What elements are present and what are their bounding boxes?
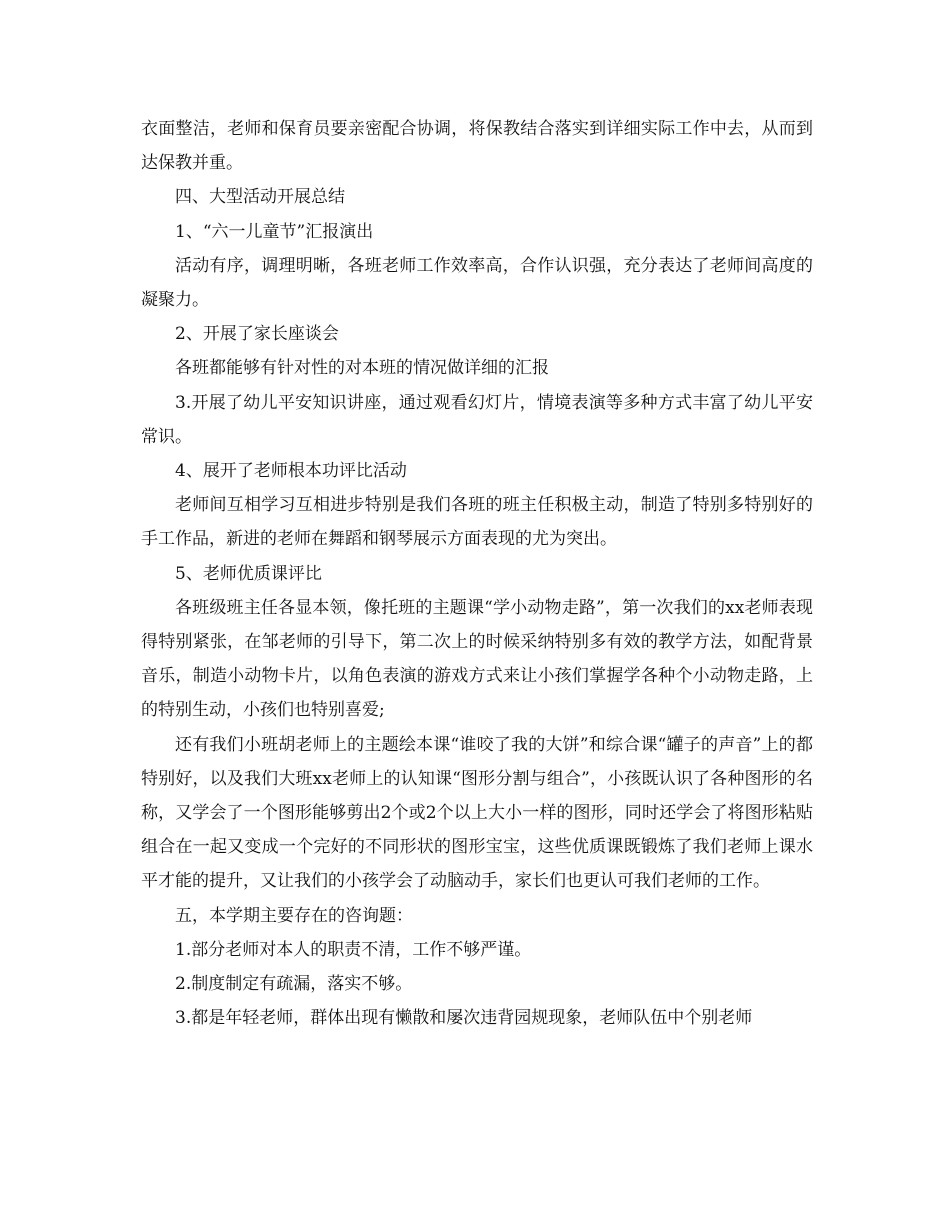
paragraph-continuation: 衣面整洁，老师和保育员要亲密配合协调，将保教结合落实到详细实际工作中去，从而到达保教并重。 <box>141 119 813 174</box>
paragraph-quality-lessons-2: 还有我们小班胡老师上的主题绘本课“谁咬了我的大饼”和综合课“罐子的声音”上的都特别好，以及我们大班xx老师上的认知课“图形分割与组合”，小孩既认识了各种图形的名称，又学会了一个图形能够剪出2个或2个以上大小一样的图形，同时还学会了将图形粘贴组合在一起又变成一个完好的不同形状的图形宝宝，这些优质课既锻炼了我们老师上课水平才能的提升，又让我们的小孩学会了动脑动手，家长们也更认可我们老师的工作。 <box>141 734 813 892</box>
list-item-problem-3: 3.都是年轻老师，群体出现有懒散和屡次违背园规现象，老师队伍中个别老师 <box>175 1008 753 1029</box>
paragraph-quality-lessons-1: 各班级班主任各显本领，像托班的主题课“学小动物走路”，第一次我们的xx老师表现得特别紧张，在邹老师的引导下，第二次上的时候采纳特别多有效的教学方法，如配背景音乐，制造小动物卡片，以角色表演的游戏方式来让小孩们掌握学各种个小动物走路，上的特别生动，小孩们也特别喜爱; <box>141 597 813 721</box>
section-heading-problems: 五，本学期主要存在的咨询题： <box>175 905 413 926</box>
paragraph-skills-contest: 老师间互相学习互相进步特别是我们各班的班主任积极主动，制造了特别多特别好的手工作品，新进的老师在舞蹈和钢琴展示方面表现的尤为突出。 <box>141 495 813 550</box>
section-heading-activities: 四、大型活动开展总结 <box>175 187 345 208</box>
document-body <box>141 112 813 1035</box>
list-item-problem-2: 2.制度制定有疏漏，落实不够。 <box>175 974 413 995</box>
subheading-quality-lessons: 5、老师优质课评比 <box>175 563 322 584</box>
subheading-parent-meeting: 2、开展了家长座谈会 <box>175 324 339 345</box>
paragraph-safety-lecture: 3.开展了幼儿平安知识讲座，通过观看幻灯片，情境表演等多种方式丰富了幼儿平安常识。 <box>141 392 813 447</box>
subheading-childrens-day: 1、“六一儿童节”汇报演出 <box>175 221 374 242</box>
subheading-skills-contest: 4、展开了老师根本功评比活动 <box>175 461 407 482</box>
list-item-problem-1: 1.部分老师对本人的职责不清，工作不够严谨。 <box>175 939 532 960</box>
paragraph-childrens-day: 活动有序，调理明晰，各班老师工作效率高，合作认识强，充分表达了老师间高度的凝聚力。 <box>141 255 813 311</box>
paragraph-parent-meeting: 各班都能够有针对性的对本班的情况做详细的汇报 <box>175 358 549 379</box>
